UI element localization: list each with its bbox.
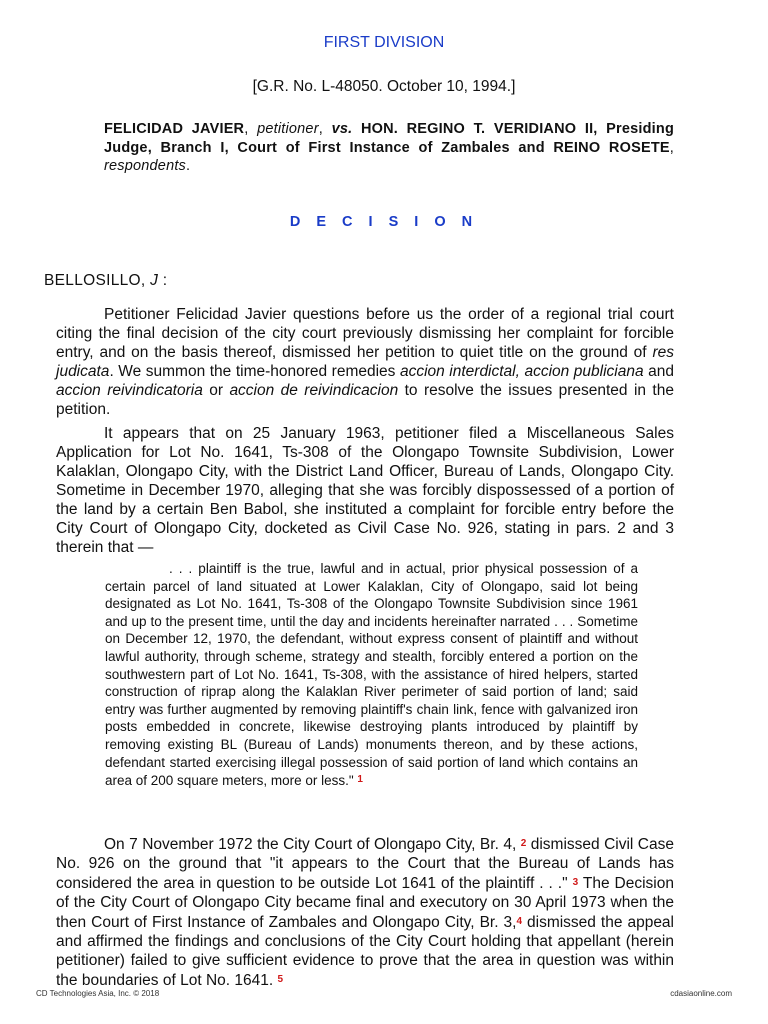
petitioner-name: FELICIDAD JAVIER — [104, 121, 245, 137]
footnote-link-5[interactable]: 5 — [277, 974, 284, 985]
paragraph-1-italic-a: res judicata — [56, 344, 674, 380]
footnote-link-3[interactable]: 3 — [572, 877, 579, 888]
respondents-names: HON. REGINO T. VERIDIANO II, Presiding Judge, Branch I, Court of First Instance of Zambales and REINO ROSETE — [104, 121, 675, 156]
paragraph-3-text-b: dismissed Civil Case No. 926 on the ground that "it appears to the Court that the Bureau of Lands has considered the area in question to be outside Lot 1641 of the plaintiff . . ." — [56, 836, 674, 892]
paragraph-2-text: It appears that on 25 January 1963, petitioner filed a Miscellaneous Sales Application for Lot No. 1641, Ts-308 of the Olongapo Townsite Subdivision, Lower Kalaklan, Olongapo City, with the District Land Officer, Bureau of Lands, Olongapo City. Sometime in December 1970, alleging that she was forcibly dispossessed of a portion of the land by a certain Ben Babol, she instituted a complaint for forcible entry before the City Court of Olongapo City, docketed as Civil Case No. 926, stating in pars. 2 and 3 therein that — — [56, 425, 674, 556]
paragraph-3-text-d: dismissed the appeal and affirmed the findings and conclusions of the City Court holding that appellant (herein petitioner) failed to give sufficient evidence to prove that the area in question was within the boundaries of Lot No. 1641. — [56, 914, 674, 989]
paragraph-1-text-e: to resolve the issues presented in the petition. — [56, 382, 674, 418]
block-quote — [105, 560, 638, 790]
paragraph-3 — [56, 834, 674, 990]
paragraph-1-text-b: . We summon the time-honored remedies — [109, 363, 400, 380]
case-number: [G.R. No. L-48050. October 10, 1994.] — [252, 78, 516, 95]
paragraph-1-text-a: Petitioner Felicidad Javier questions before us the order of a regional trial court citing the final decision of the city court previously dismissing her complaint for forcible entry, and on the basis thereof, dismissed her petition to quiet title on the ground of — [56, 306, 674, 361]
footnote-link-1[interactable]: 1 — [357, 774, 363, 786]
paragraph-1-italic-b: accion interdictal, accion publiciana — [399, 363, 644, 380]
footnote-link-4[interactable]: 4 — [516, 916, 523, 927]
footnote-link-2[interactable]: 2 — [520, 838, 527, 849]
ponente-name: BELLOSILLO, — [44, 272, 146, 289]
case-parties: FELICIDAD JAVIER, petitioner, vs. HON. REGINO T. VERIDIANO II, Presiding Judge, Branch I, Court of First Instance of Zambales and REINO ROSETE, respondents. — [104, 121, 675, 174]
paragraph-1-italic-c: accion reivindicatoria — [56, 382, 203, 399]
ponente: BELLOSILLO, J : — [44, 272, 168, 289]
paragraph-1-text-c: and — [643, 363, 675, 380]
paragraph-3-text-c: The Decision of the City Court of Olongapo City became final and executory on 30 April 1973 when the then Court of First Instance of Zambales and Olongapo City, Br. 3, — [56, 875, 674, 931]
paragraph-1 — [56, 305, 674, 419]
decision-heading: D E C I S I O N — [289, 214, 479, 230]
division-heading: FIRST DIVISION — [323, 34, 445, 51]
paragraph-3-text-a: On 7 November 1972 the City Court of Olongapo City, Br. 4, — [104, 836, 517, 853]
footer-copyright: CD Technologies Asia, Inc. © 2018 — [36, 989, 160, 998]
paragraph-1-italic-d: accion de reivindicacion — [229, 382, 399, 399]
respondents-role: respondents — [104, 158, 187, 174]
ponente-title: J — [150, 272, 159, 289]
petitioner-role: petitioner — [257, 121, 319, 137]
footer-site[interactable]: cdasiaonline.com — [670, 989, 732, 998]
versus-label: vs. — [331, 121, 353, 137]
quote-text: . . . plaintiff is the true, lawful and in actual, prior physical possession of a certain parcel of land situated at Lower Kalaklan, City of Olongapo, said lot being designated as Lot No. 1641, Ts-308 of the Olongapo Townsite Subdivision since 1961 and up to the present time, until the day and incidents hereinafter narrated . . . Sometime on December 12, 1970, the defendant, without express consent of plaintiff and without lawful authority, through scheme, strategy and stealth, forcibly entered a portion on the southwestern part of Lot No. 1641, Ts-308, with the assistance of hired helpers, started construction of riprap along the Kalaklan River perimeter of said portion of land; said entry was further augmented by removing plaintiff's chain link, fence with galvanized iron posts embedded in concrete, likewise destroying plants introduced by plaintiff by removing existing BL (Bureau of Lands) monuments thereon, and by these actions, defendant started exercising illegal possession of said portion of land which contains an area of 200 square meters, more or less." — [105, 561, 638, 789]
paragraph-2 — [56, 424, 674, 557]
paragraph-1-text-d: or — [202, 382, 230, 399]
